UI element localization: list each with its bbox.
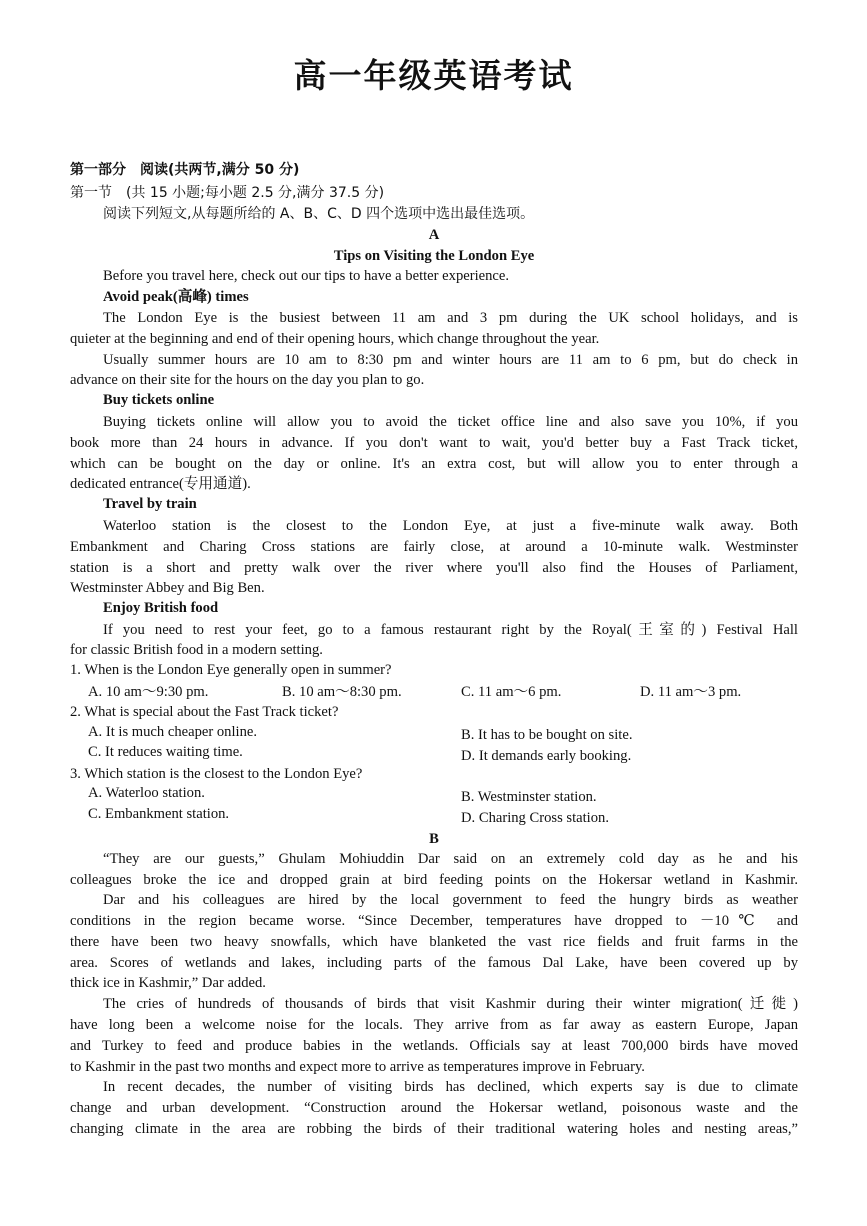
passage-a-line: dedicated entrance(专用通道). [70,476,251,492]
answer-option: A. It is much cheaper online. [88,724,257,740]
passage-a-line: quieter at the beginning and end of their opening hours, which change throughout the year. [70,331,600,347]
question-stem: 1. When is the London Eye generally open in summer? [70,662,392,678]
passage-a-line: If you need to rest your feet, go to a famous restaurant right by the Royal(王室的) Festival Hall [103,622,798,638]
answer-option: D. 11 am～3 pm. [640,684,742,700]
passage-a-subheading: Avoid peak(高峰) times [103,289,249,305]
passage-b-line: thick ice in Kashmir,” Dar added. [70,975,266,991]
passage-b-line: “They are our guests,” Ghulam Mohiuddin Dar said on an extremely cold day as he and his [103,851,798,867]
answer-option: C. Embankment station. [88,806,230,822]
passage-a-line: for classic British food in a modern setting. [70,642,323,658]
passage-b-line: change and urban development. “Construction around the Hokersar wetland, poisonous waste and the [70,1100,798,1116]
passage-a-line: Before you travel here, check out our tips to have a better experience. [103,268,510,284]
instruction: 阅读下列短文,从每题所给的 A、B、C、D 四个选项中选出最佳选项。 [103,206,535,222]
passage-b-line: conditions in the region became worse. “Since December, temperatures have dropped to －10℃ and [70,913,798,929]
passage-b-line: The cries of hundreds of thousands of birds that visit Kashmir during their winter migration(迁徙) [103,996,798,1012]
passage-a-label: A [428,227,440,243]
passage-b-line: and Turkey to feed and produce babies in the wetlands. Officials say at least 700,000 birds have moved [70,1038,798,1054]
exam-title: 高一年级英语考试 [293,56,574,95]
passage-a-line: book more than 24 hours in advance. If you don't want to wait, you'd better buy a Fast Track ticket, [70,435,798,451]
passage-a-line: station is a short and pretty walk over the river where you'll also find the Houses of Parliament, [70,560,798,576]
passage-b-line: have long been a welcome noise for the locals. They arrive from as far away as eastern Europe, Japan [70,1017,798,1033]
passage-b-label: B [429,831,439,847]
passage-b-line: area. Scores of wetlands and lakes, including parts of the famous Dal Lake, have been covered up by [70,955,798,971]
passage-a-subheading: Buy tickets online [103,392,215,408]
answer-option: B. 10 am～8:30 pm. [282,684,402,700]
answer-option: D. It demands early booking. [461,748,632,764]
passage-a-title: Tips on Visiting the London Eye [333,248,535,264]
passage-b-line: there have been two heavy snowfalls, which have blanketed the vast rice fields and fruit farms in the [70,934,798,950]
question-stem: 2. What is special about the Fast Track ticket? [70,704,339,720]
passage-a-line: The London Eye is the busiest between 11 am and 3 pm during the UK school holidays, and is [103,310,798,326]
passage-b-line: changing climate in the area are robbing the birds of their traditional watering holes and nesting areas,” [70,1121,798,1137]
section-heading: 第一节 (共 15 小题;每小题 2.5 分,满分 37.5 分) [70,185,385,201]
answer-option: C. It reduces waiting time. [88,744,243,760]
passage-a-subheading: Enjoy British food [103,600,219,616]
passage-a-line: which can be bought on the day or online. It's an extra cost, but will allow you to enter through a [70,456,798,472]
passage-b-line: In recent decades, the number of visiting birds has declined, which experts say is due to climate [103,1079,798,1095]
answer-option: C. 11 am～6 pm. [461,684,562,700]
answer-option: B. Westminster station. [461,789,597,805]
answer-option: A. Waterloo station. [88,785,205,801]
passage-a-line: Westminster Abbey and Big Ben. [70,580,265,596]
passage-a-line: Embankment and Charing Cross stations are fairly close, at around a 10-minute walk. Westminster [70,539,798,555]
part-heading: 第一部分 阅读(共两节,满分 50 分) [70,162,300,178]
passage-b-line: colleagues broke the ice and dropped grain at bird feeding points on the Hokersar wetland in Kashmir. [70,872,798,888]
passage-a-line: Waterloo station is the closest to the London Eye, at just a five-minute walk away. Both [103,518,798,534]
answer-option: B. It has to be bought on site. [461,727,633,743]
question-stem: 3. Which station is the closest to the London Eye? [70,766,363,782]
passage-a-line: Buying tickets online will allow you to avoid the ticket office line and also save you 10%, if you [103,414,798,430]
passage-b-line: to Kashmir in the past two months and expect more to arrive as temperatures improve in February. [70,1059,645,1075]
passage-b-line: Dar and his colleagues are hired by the local government to feed the hungry birds as weather [103,892,798,908]
passage-a-line: Usually summer hours are 10 am to 8:30 pm and winter hours are 11 am to 6 pm, but do check in [103,352,798,368]
answer-option: A. 10 am～9:30 pm. [88,684,209,700]
answer-option: D. Charing Cross station. [461,810,609,826]
passage-a-subheading: Travel by train [103,496,197,512]
passage-a-line: advance on their site for the hours on the day you plan to go. [70,372,425,388]
